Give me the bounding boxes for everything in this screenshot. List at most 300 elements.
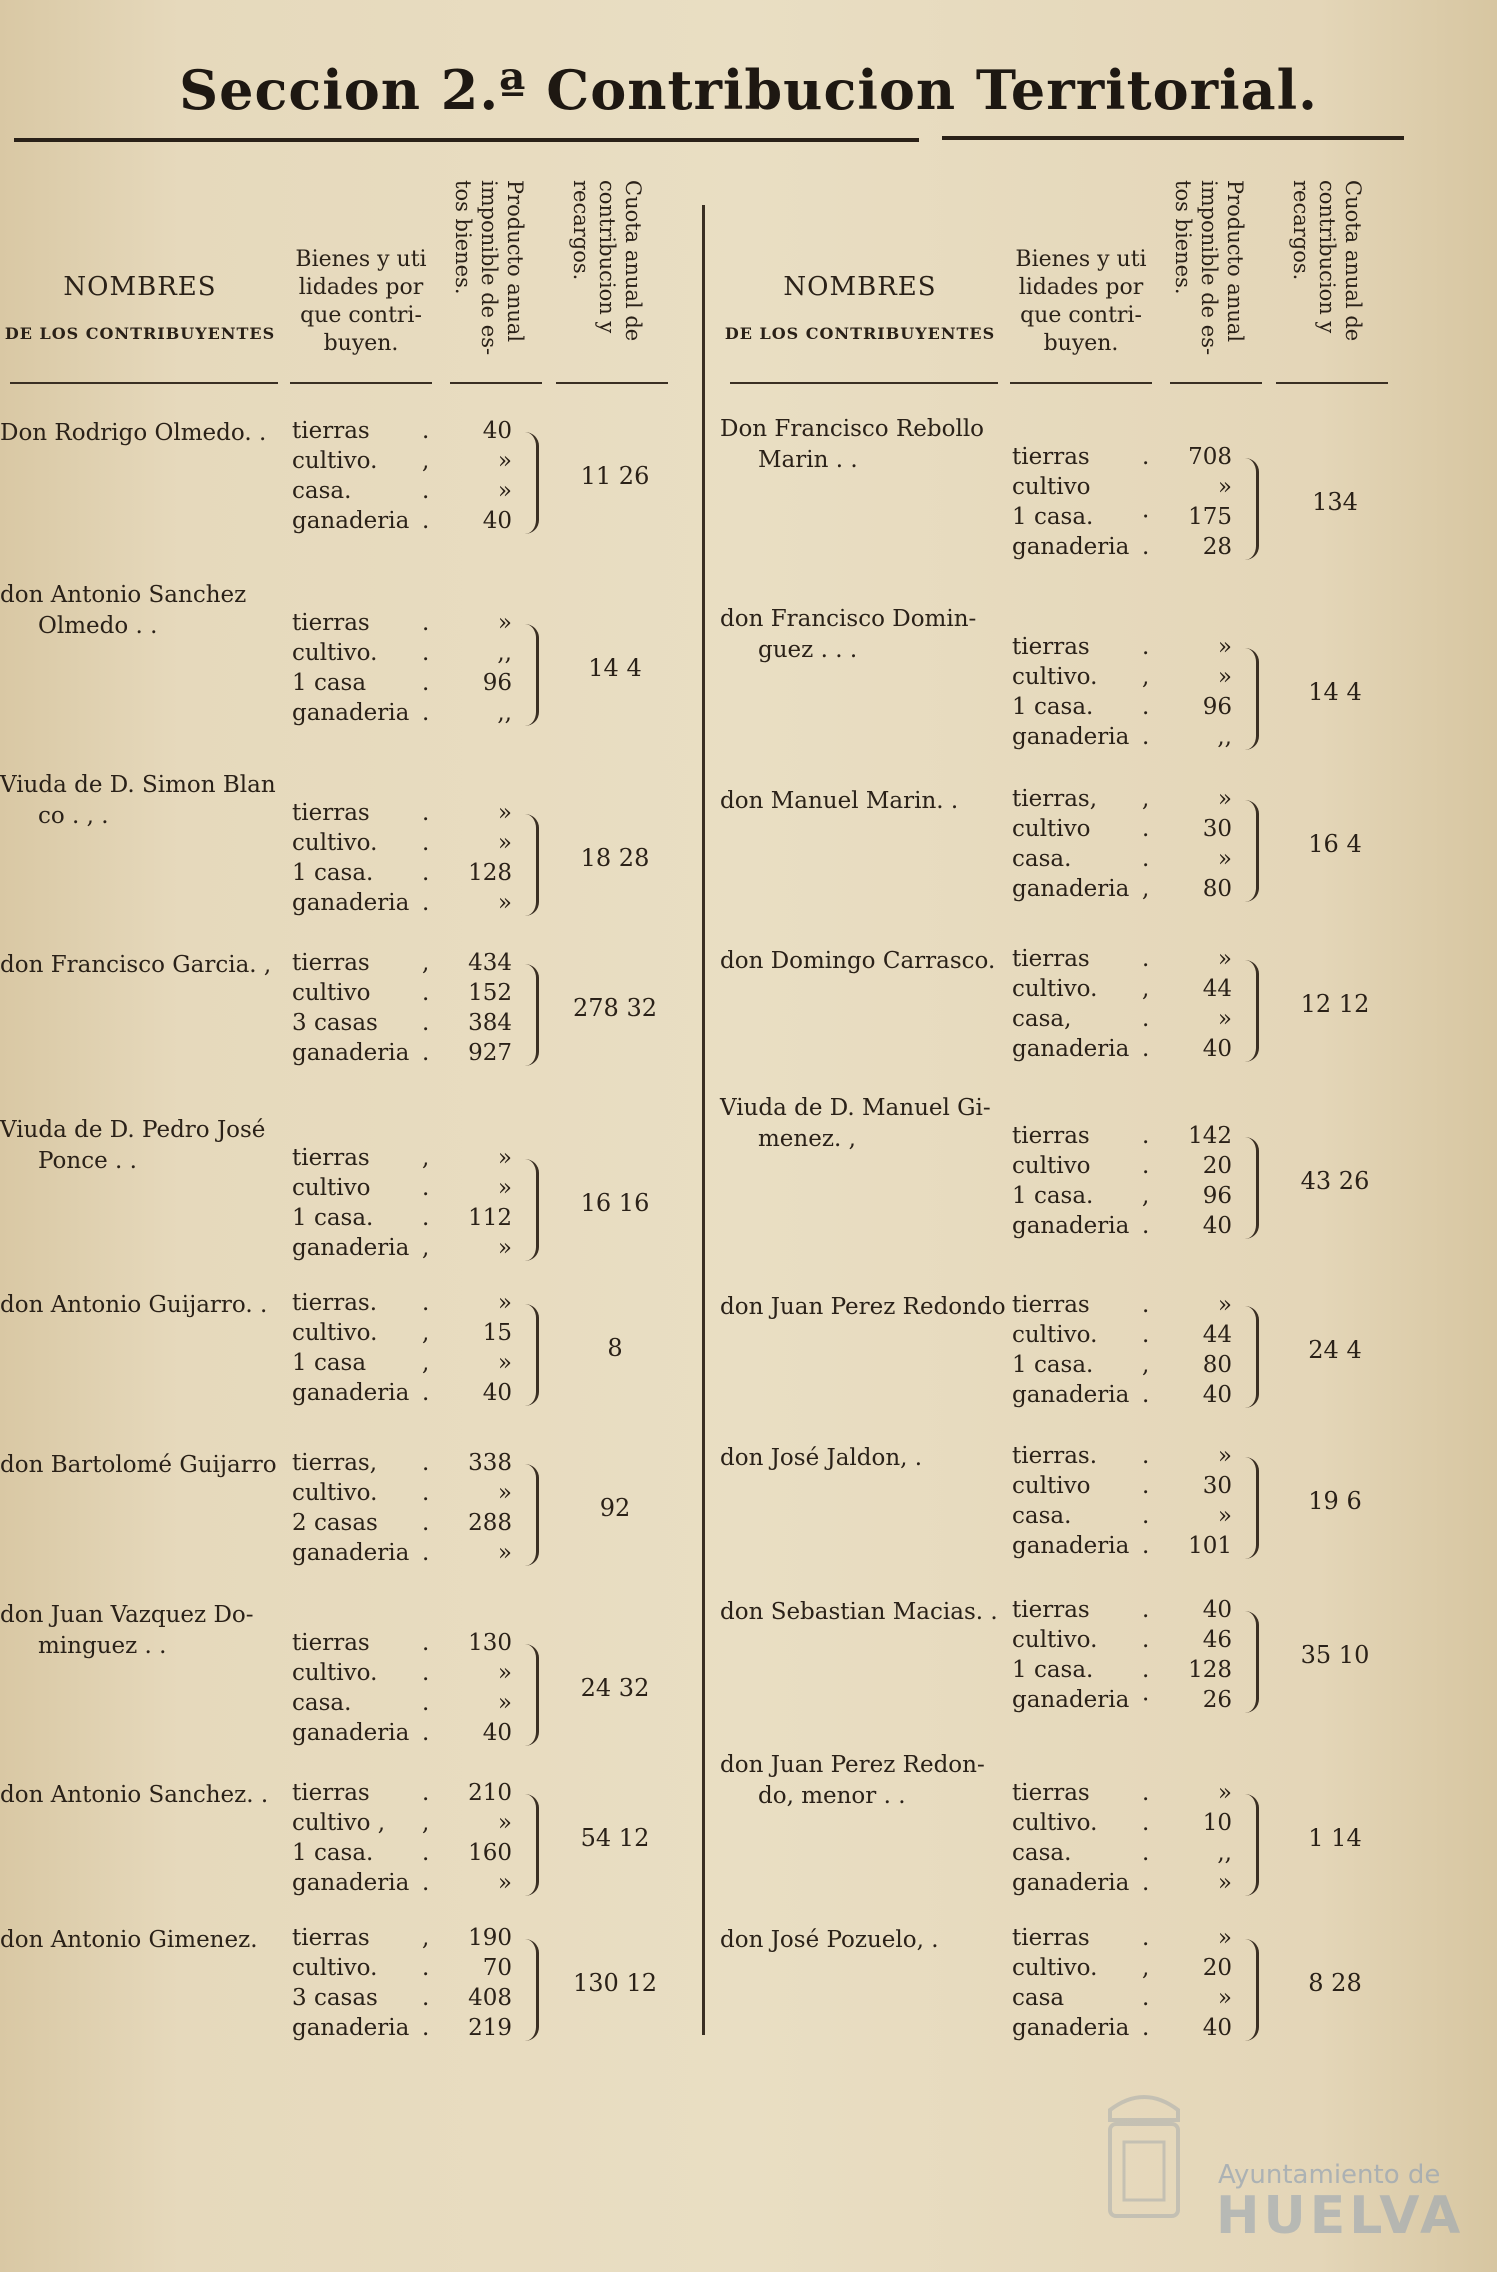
- property-item: [282, 1540, 512, 1570]
- property-separator: ,: [422, 950, 430, 976]
- contributor-name-line: don Francisco Domin-: [720, 606, 977, 632]
- property-separator: .: [1142, 1292, 1150, 1318]
- property-label: tierras: [292, 610, 370, 636]
- property-separator: .: [1142, 1213, 1150, 1239]
- property-value: »: [497, 1350, 512, 1376]
- contributor-name-line: don José Jaldon, .: [720, 1445, 923, 1471]
- property-item: [1002, 1870, 1232, 1900]
- contributor-name-line: don Antonio Gimenez.: [0, 1927, 258, 1953]
- contributor-name: [0, 1290, 290, 1321]
- annual-quota: 1 14: [1308, 1824, 1362, 1852]
- property-value: 130: [468, 1630, 512, 1656]
- property-value: 142: [1188, 1123, 1232, 1149]
- property-value: 80: [1202, 876, 1232, 902]
- property-label: tierras: [1012, 634, 1090, 660]
- property-label: 1 casa.: [292, 860, 374, 886]
- header-cuota-line: recargos.: [1289, 180, 1313, 281]
- property-label: cultivo ,: [292, 1810, 386, 1836]
- property-value: »: [1217, 1870, 1232, 1896]
- property-value: ,,: [1217, 724, 1232, 750]
- property-separator: .: [1142, 1443, 1150, 1469]
- contributor-name: [720, 786, 1010, 817]
- property-item: [282, 1380, 512, 1410]
- property-label: ganaderia: [1012, 724, 1130, 750]
- property-value: 40: [1202, 1597, 1232, 1623]
- annual-quota: 14 4: [588, 654, 642, 682]
- contributor-name-line: Viuda de D. Pedro José: [0, 1117, 266, 1143]
- contributor-name-line: don Juan Vazquez Do-: [0, 1602, 254, 1628]
- property-label: 3 casas: [292, 1985, 378, 2011]
- property-item: [1002, 1657, 1232, 1687]
- property-value: 26: [1202, 1687, 1232, 1713]
- header-cuota-line: contribucion y: [1315, 180, 1339, 334]
- property-label: casa.: [1012, 846, 1072, 872]
- annual-quota: 11 26: [580, 462, 650, 490]
- value-brace: [522, 1794, 539, 1896]
- header-nombres-label: NOMBRES: [63, 272, 217, 302]
- property-item: [1002, 664, 1232, 694]
- property-label: 1 casa: [292, 670, 367, 696]
- property-separator: .: [422, 640, 430, 666]
- property-value: 40: [482, 418, 512, 444]
- value-brace: [1242, 1939, 1259, 2041]
- property-value: »: [497, 1175, 512, 1201]
- property-value: »: [497, 1810, 512, 1836]
- property-separator: .: [422, 1450, 430, 1476]
- property-item: [282, 670, 512, 700]
- annual-quota: 24 4: [1308, 1336, 1362, 1364]
- property-value: 40: [1202, 1382, 1232, 1408]
- property-label: tierras,: [1012, 786, 1098, 812]
- header-bienes-line: buyen.: [323, 331, 399, 356]
- property-item: [282, 1925, 512, 1955]
- property-value: 28: [1202, 534, 1232, 560]
- property-separator: .: [422, 860, 430, 886]
- property-item: [282, 1630, 512, 1660]
- header-cuota: [1289, 180, 1366, 370]
- property-label: 1 casa.: [1012, 1657, 1094, 1683]
- value-brace: [522, 814, 539, 916]
- property-value: 40: [1202, 1036, 1232, 1062]
- property-item: [1002, 1352, 1232, 1382]
- property-label: cultivo.: [292, 1480, 378, 1506]
- annual-quota: 8: [607, 1334, 623, 1362]
- property-label: 1 casa.: [1012, 1352, 1094, 1378]
- property-value: 40: [1202, 1213, 1232, 1239]
- property-item: [1002, 976, 1232, 1006]
- annual-quota: 8 28: [1308, 1969, 1362, 1997]
- property-label: cultivo.: [1012, 1627, 1098, 1653]
- annual-quota: 43 26: [1300, 1167, 1370, 1195]
- property-label: cultivo.: [1012, 664, 1098, 690]
- property-item: [282, 1205, 512, 1235]
- property-label: tierras.: [1012, 1443, 1098, 1469]
- property-label: cultivo.: [292, 448, 378, 474]
- header-bienes: [286, 246, 436, 358]
- property-item: [1002, 1627, 1232, 1657]
- contributor-name: [720, 1750, 1010, 1812]
- header-cuota-line: Cuota anual de: [1341, 180, 1365, 342]
- property-value: 384: [468, 1010, 512, 1036]
- property-value: »: [1217, 1443, 1232, 1469]
- property-separator: .: [1142, 1985, 1150, 2011]
- property-label: cultivo: [1012, 816, 1091, 842]
- property-item: [1002, 1036, 1232, 1066]
- property-value: »: [1217, 664, 1232, 690]
- watermark-line1: Ayuntamiento de: [1218, 2160, 1441, 2190]
- header-producto-line: Producto anual: [1223, 180, 1247, 343]
- property-value: 15: [482, 1320, 512, 1346]
- property-separator: .: [1142, 946, 1150, 972]
- property-item: [282, 418, 512, 448]
- property-item: [1002, 2015, 1232, 2045]
- property-item: [1002, 1985, 1232, 2015]
- property-value: 44: [1202, 1322, 1232, 1348]
- property-label: ganaderia: [292, 1380, 410, 1406]
- header-producto-line: tos bienes.: [1171, 180, 1195, 295]
- property-separator: .: [1142, 1503, 1150, 1529]
- page-title: Seccion 2.ª Contribucion Territorial.: [179, 58, 1318, 122]
- header-underline: [450, 382, 542, 384]
- property-label: casa.: [1012, 1840, 1072, 1866]
- property-item: [282, 478, 512, 508]
- header-underline: [1010, 382, 1152, 384]
- header-bienes-line: lidades por: [1018, 275, 1144, 300]
- annual-quota: 130 12: [573, 1969, 657, 1997]
- property-value: ,,: [497, 700, 512, 726]
- property-separator: .: [422, 1840, 430, 1866]
- property-separator: .: [1142, 1840, 1150, 1866]
- property-value: »: [497, 1480, 512, 1506]
- property-value: 46: [1202, 1627, 1232, 1653]
- property-item: [1002, 1382, 1232, 1412]
- property-label: tierras: [1012, 946, 1090, 972]
- header-producto-line: tos bienes.: [451, 180, 475, 295]
- property-value: 30: [1202, 1473, 1232, 1499]
- property-separator: .: [1142, 1322, 1150, 1348]
- property-separator: ,: [1142, 876, 1150, 902]
- property-separator: ,: [422, 1320, 430, 1346]
- property-separator: .: [422, 800, 430, 826]
- property-separator: .: [422, 890, 430, 916]
- header-producto-line: imponible de es-: [1197, 180, 1221, 356]
- property-item: [1002, 1503, 1232, 1533]
- property-separator: .: [422, 1380, 430, 1406]
- property-separator: .: [422, 1040, 430, 1066]
- header-bienes-line: Bienes y uti: [295, 247, 427, 272]
- property-value: 10: [1202, 1810, 1232, 1836]
- header-producto-line: imponible de es-: [477, 180, 501, 356]
- value-brace: [522, 1304, 539, 1406]
- property-separator: .: [1142, 1533, 1150, 1559]
- value-brace: [522, 1644, 539, 1746]
- property-value: 20: [1202, 1955, 1232, 1981]
- property-label: casa,: [1012, 1006, 1072, 1032]
- property-label: tierras: [292, 1780, 370, 1806]
- value-brace: [1242, 800, 1259, 902]
- property-label: casa.: [1012, 1503, 1072, 1529]
- property-separator: .: [422, 1630, 430, 1656]
- property-item: [1002, 634, 1232, 664]
- property-label: cultivo: [1012, 1473, 1091, 1499]
- property-item: [282, 508, 512, 538]
- property-label: cultivo: [292, 1175, 371, 1201]
- property-item: [1002, 694, 1232, 724]
- property-separator: ,: [1142, 1955, 1150, 1981]
- property-item: [282, 1870, 512, 1900]
- contributor-name: [0, 418, 290, 449]
- header-bienes-line: lidades por: [298, 275, 424, 300]
- property-item: [282, 1290, 512, 1320]
- contributor-name: [720, 1292, 1010, 1323]
- property-item: [1002, 1443, 1232, 1473]
- property-separator: .: [1142, 634, 1150, 660]
- property-item: [1002, 786, 1232, 816]
- header-cuota: [569, 180, 646, 370]
- property-value: 101: [1188, 1533, 1232, 1559]
- header-cuota-line: recargos.: [569, 180, 593, 281]
- property-item: [282, 448, 512, 478]
- property-label: ganaderia: [292, 1235, 410, 1261]
- property-value: »: [1217, 634, 1232, 660]
- header-underline: [730, 382, 998, 384]
- property-label: 1 casa.: [1012, 504, 1094, 530]
- property-value: 96: [482, 670, 512, 696]
- property-separator: .: [422, 670, 430, 696]
- contributor-name-line: don Manuel Marin. .: [720, 788, 959, 814]
- property-value: »: [1217, 846, 1232, 872]
- contributor-name: [0, 1780, 290, 1811]
- contributor-name-line: minguez . .: [38, 1633, 167, 1659]
- property-label: cultivo.: [1012, 976, 1098, 1002]
- annual-quota: 54 12: [580, 1824, 650, 1852]
- property-label: cultivo.: [292, 1955, 378, 1981]
- property-value: »: [1217, 1985, 1232, 2011]
- value-brace: [522, 624, 539, 726]
- property-value: ,,: [1217, 1840, 1232, 1866]
- header-underline: [1276, 382, 1388, 384]
- property-separator: .: [422, 1510, 430, 1536]
- property-item: [1002, 504, 1232, 534]
- header-producto: [1171, 180, 1248, 370]
- property-label: tierras: [1012, 1597, 1090, 1623]
- property-value: »: [497, 448, 512, 474]
- property-value: »: [497, 1235, 512, 1261]
- property-value: »: [497, 1660, 512, 1686]
- contributor-name-line: menez. ,: [758, 1126, 856, 1152]
- value-brace: [522, 432, 539, 534]
- property-item: [282, 830, 512, 860]
- property-label: ganaderia: [1012, 1213, 1130, 1239]
- property-label: cultivo.: [1012, 1810, 1098, 1836]
- property-item: [282, 700, 512, 730]
- property-label: ganaderia: [1012, 1870, 1130, 1896]
- contributor-name: [720, 1443, 1010, 1474]
- property-label: cultivo: [1012, 474, 1091, 500]
- contributor-name-line: Don Francisco Rebollo: [720, 416, 985, 442]
- value-brace: [522, 1464, 539, 1566]
- header-producto: [451, 180, 528, 370]
- property-value: »: [497, 1690, 512, 1716]
- annual-quota: 278 32: [573, 994, 657, 1022]
- property-item: [1002, 1840, 1232, 1870]
- property-value: »: [497, 478, 512, 504]
- property-value: 338: [468, 1450, 512, 1476]
- property-value: 175: [1188, 504, 1232, 530]
- property-separator: .: [422, 1175, 430, 1201]
- header-underline: [556, 382, 668, 384]
- contributor-name-line: don Domingo Carrasco.: [720, 948, 996, 974]
- property-separator: .: [1142, 694, 1150, 720]
- property-item: [1002, 1153, 1232, 1183]
- property-separator: .: [422, 1780, 430, 1806]
- property-separator: .: [422, 418, 430, 444]
- header-nombres-label: NOMBRES: [783, 272, 937, 302]
- header-contribuyentes-label: DE LOS CONTRIBUYENTES: [724, 324, 996, 343]
- property-separator: ·: [1142, 1687, 1150, 1713]
- property-value: 128: [1188, 1657, 1232, 1683]
- property-item: [1002, 1123, 1232, 1153]
- property-label: 3 casas: [292, 1010, 378, 1036]
- property-separator: .: [1142, 1627, 1150, 1653]
- annual-quota: 134: [1312, 488, 1358, 516]
- value-brace: [522, 1159, 539, 1261]
- header-producto-line: Producto anual: [503, 180, 527, 343]
- property-separator: .: [422, 1690, 430, 1716]
- property-value: »: [497, 830, 512, 856]
- property-item: [1002, 1955, 1232, 1985]
- property-item: [282, 640, 512, 670]
- property-label: tierras: [292, 1925, 370, 1951]
- contributor-name: [0, 950, 290, 981]
- contributor-name: [0, 770, 290, 832]
- value-brace: [1242, 1794, 1259, 1896]
- property-label: cultivo.: [292, 1320, 378, 1346]
- property-separator: .: [1142, 1810, 1150, 1836]
- property-value: 190: [468, 1925, 512, 1951]
- property-label: 1 casa.: [292, 1205, 374, 1231]
- contributor-name-line: don Antonio Sanchez: [0, 582, 247, 608]
- property-separator: .: [1142, 1657, 1150, 1683]
- contributor-name-line: Marin . .: [758, 447, 858, 473]
- property-value: 96: [1202, 1183, 1232, 1209]
- contributor-name: [720, 1093, 1010, 1155]
- property-label: casa: [1012, 1985, 1065, 2011]
- property-label: ganaderia: [292, 1040, 410, 1066]
- property-separator: .: [422, 1955, 430, 1981]
- value-brace: [1242, 1611, 1259, 1713]
- property-separator: .: [1142, 1123, 1150, 1149]
- property-item: [282, 1720, 512, 1750]
- property-label: tierras: [1012, 1925, 1090, 1951]
- property-value: 408: [468, 1985, 512, 2011]
- property-label: 1 casa.: [1012, 1183, 1094, 1209]
- contributor-name-line: don Antonio Guijarro. .: [0, 1292, 268, 1318]
- property-label: tierras: [1012, 444, 1090, 470]
- property-item: [1002, 1183, 1232, 1213]
- property-separator: .: [1142, 816, 1150, 842]
- property-value: »: [497, 1145, 512, 1171]
- property-item: [282, 860, 512, 890]
- property-value: 128: [468, 860, 512, 886]
- property-value: »: [497, 1290, 512, 1316]
- property-value: 40: [1202, 2015, 1232, 2041]
- property-item: [282, 1450, 512, 1480]
- property-value: 708: [1188, 444, 1232, 470]
- property-value: 927: [468, 1040, 512, 1066]
- contributor-name-line: Viuda de D. Simon Blan: [0, 772, 276, 798]
- contributor-name: [0, 1115, 290, 1177]
- property-item: [282, 1320, 512, 1350]
- annual-quota: 16 16: [580, 1189, 650, 1217]
- property-item: [282, 1350, 512, 1380]
- contributor-name-line: Ponce . .: [38, 1148, 137, 1174]
- property-label: cultivo.: [292, 1660, 378, 1686]
- property-item: [282, 1040, 512, 1070]
- property-item: [1002, 1533, 1232, 1563]
- property-item: [282, 1145, 512, 1175]
- property-item: [282, 1810, 512, 1840]
- property-value: 30: [1202, 816, 1232, 842]
- contributor-name-line: don Juan Perez Redondo: [720, 1294, 1006, 1320]
- contributor-name-line: don José Pozuelo, .: [720, 1927, 939, 1953]
- property-label: ganaderia: [1012, 876, 1130, 902]
- property-label: ganaderia: [292, 700, 410, 726]
- city-seal-icon: [1096, 2080, 1192, 2230]
- annual-quota: 24 32: [580, 1674, 650, 1702]
- property-label: tierras: [1012, 1292, 1090, 1318]
- contributor-name-line: guez . . .: [758, 637, 858, 663]
- property-value: »: [1217, 1925, 1232, 1951]
- header-underline: [1170, 382, 1262, 384]
- property-item: [282, 1480, 512, 1510]
- property-value: ,,: [497, 640, 512, 666]
- property-item: [1002, 1473, 1232, 1503]
- property-separator: .: [1142, 1036, 1150, 1062]
- property-label: casa.: [292, 478, 352, 504]
- property-label: ganaderia: [292, 1720, 410, 1746]
- property-item: [1002, 724, 1232, 754]
- property-item: [282, 800, 512, 830]
- property-item: [282, 1780, 512, 1810]
- property-item: [1002, 1597, 1232, 1627]
- contributor-name-line: Viuda de D. Manuel Gi-: [720, 1095, 991, 1121]
- property-label: ganaderia: [1012, 1687, 1130, 1713]
- property-separator: ,: [422, 1810, 430, 1836]
- property-item: [282, 1010, 512, 1040]
- property-separator: .: [422, 700, 430, 726]
- header-bienes-line: buyen.: [1043, 331, 1119, 356]
- property-item: [1002, 1780, 1232, 1810]
- contributor-name-line: do, menor . .: [758, 1783, 906, 1809]
- contributor-name: [720, 1597, 1010, 1628]
- property-label: ganaderia: [292, 1870, 410, 1896]
- property-separator: ,: [422, 1235, 430, 1261]
- property-label: tierras: [292, 418, 370, 444]
- property-separator: .: [422, 2015, 430, 2041]
- annual-quota: 12 12: [1300, 990, 1370, 1018]
- property-value: 152: [468, 980, 512, 1006]
- annual-quota: 92: [599, 1494, 631, 1522]
- property-label: tierras: [292, 950, 370, 976]
- property-value: 80: [1202, 1352, 1232, 1378]
- property-label: cultivo.: [1012, 1322, 1098, 1348]
- property-item: [1002, 1213, 1232, 1243]
- header-cuota-line: Cuota anual de: [621, 180, 645, 342]
- property-separator: ,: [1142, 786, 1150, 812]
- property-value: »: [1217, 786, 1232, 812]
- property-separator: .: [1142, 1780, 1150, 1806]
